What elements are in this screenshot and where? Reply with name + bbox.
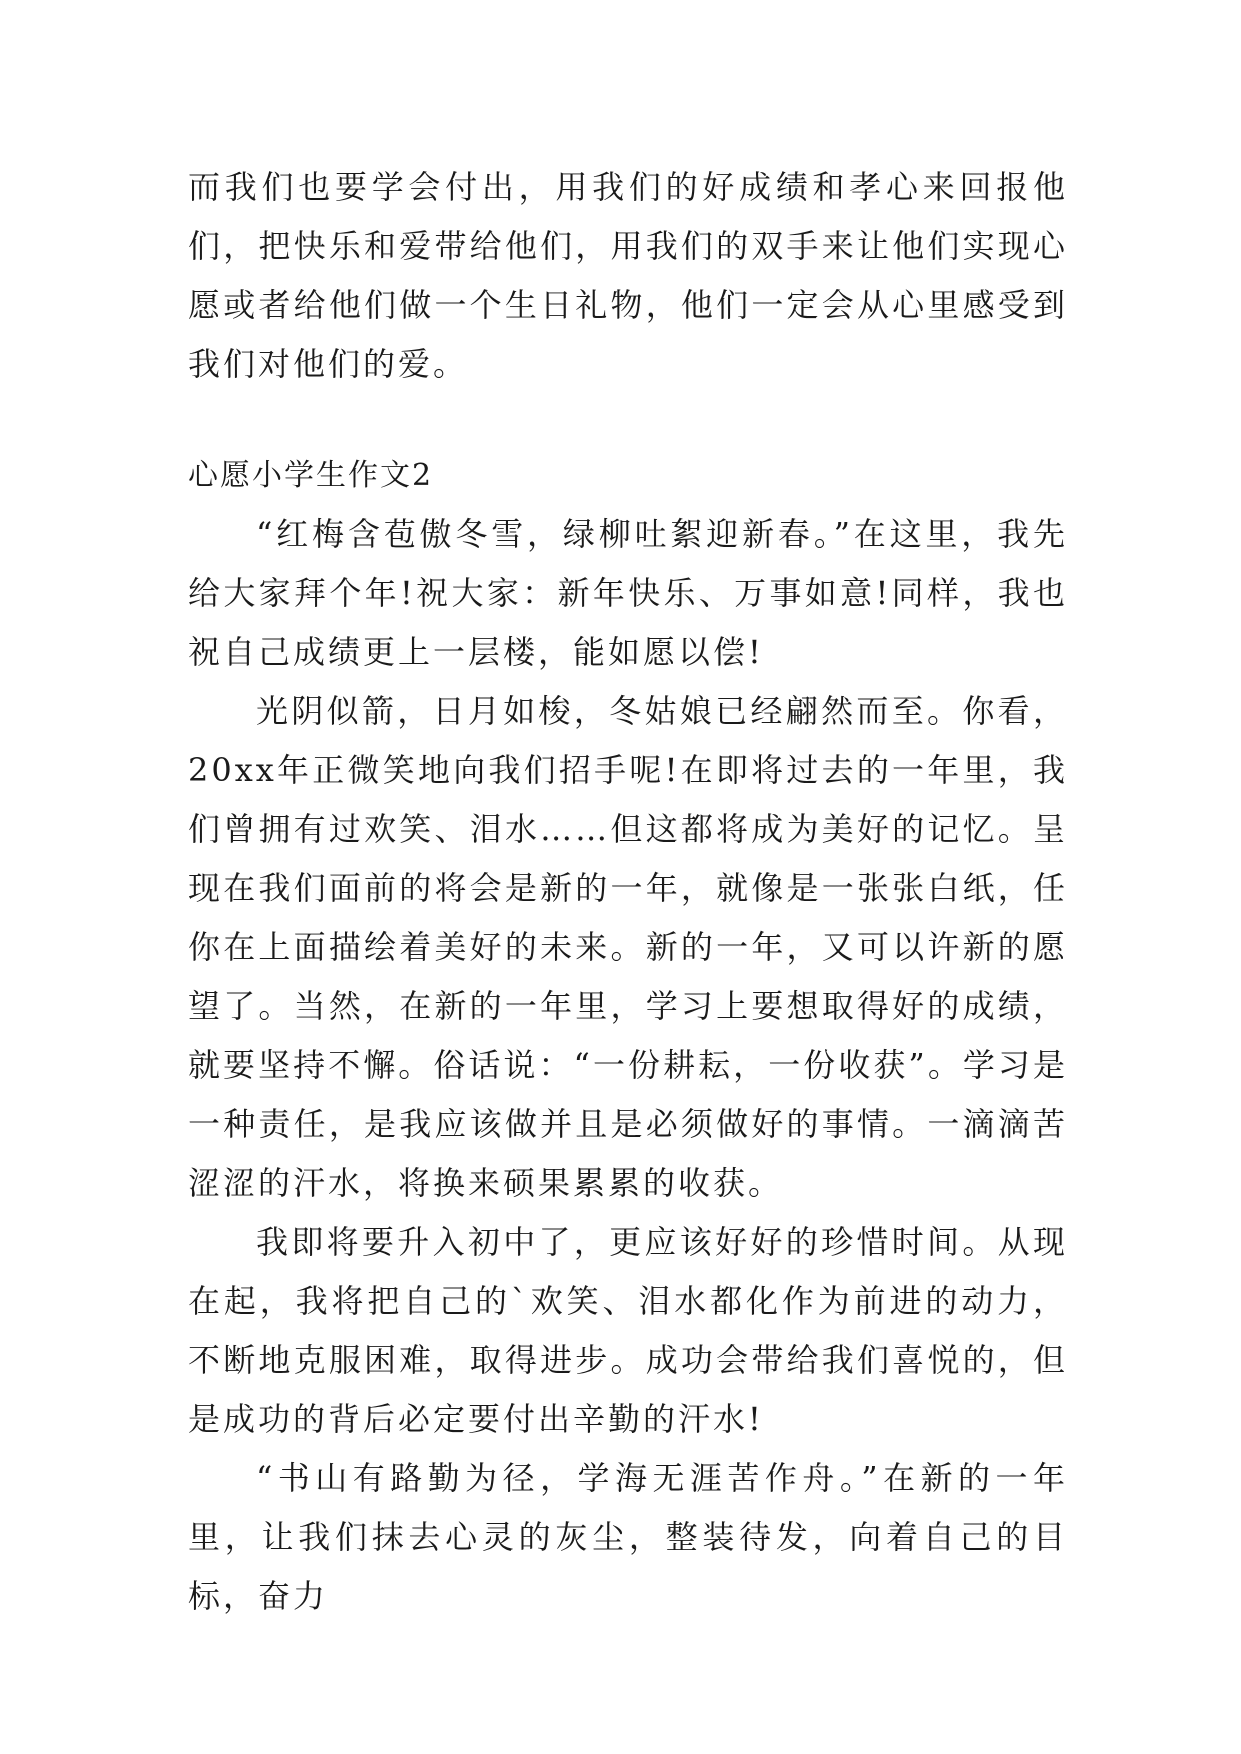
section-title: 心愿小学生作文2 xyxy=(188,458,434,493)
paragraph-continued: 而我们也要学会付出，用我们的好成绩和孝心来回报他们，把快乐和爱带给他们，用我们的双手来让他们实现心愿或者给他们做一个生日礼物，他们一定会从心里感受到我们对他们的爱。 xyxy=(188,168,1068,383)
paragraph-4: “书山有路勤为径，学海无涯苦作舟。”在新的一年里，让我们抹去心灵的灰尘，整装待发，向着自己的目标，奋力 xyxy=(188,1459,1068,1615)
document-body xyxy=(188,158,1068,1626)
paragraph-3: 我即将要升入初中了，更应该好好的珍惜时间。从现在起，我将把自己的`欢笑、泪水都化作为前进的动力，不断地克服困难，取得进步。成功会带给我们喜悦的，但是成功的背后必定要付出辛勤的汗水! xyxy=(188,1223,1068,1438)
paragraph-2: 光阴似箭，日月如梭，冬姑娘已经翩然而至。你看，20xx年正微笑地向我们招手呢!在即将过去的一年里，我们曾拥有过欢笑、泪水……但这都将成为美好的记忆。呈现在我们面前的将会是新的一年，就像是一张张白纸，任你在上面描绘着美好的未来。新的一年，又可以许新的愿望了。当然，在新的一年里，学习上要想取得好的成绩，就要坚持不懈。俗话说：“一份耕耘，一份收获”。学习是一种责任，是我应该做并且是必须做好的事情。一滴滴苦涩涩的汗水，将换来硕果累累的收获。 xyxy=(188,692,1068,1202)
paragraph-1: “红梅含苞傲冬雪，绿柳吐絮迎新春。”在这里，我先给大家拜个年!祝大家：新年快乐、万事如意!同样，我也祝自己成绩更上一层楼，能如愿以偿! xyxy=(188,515,1068,671)
